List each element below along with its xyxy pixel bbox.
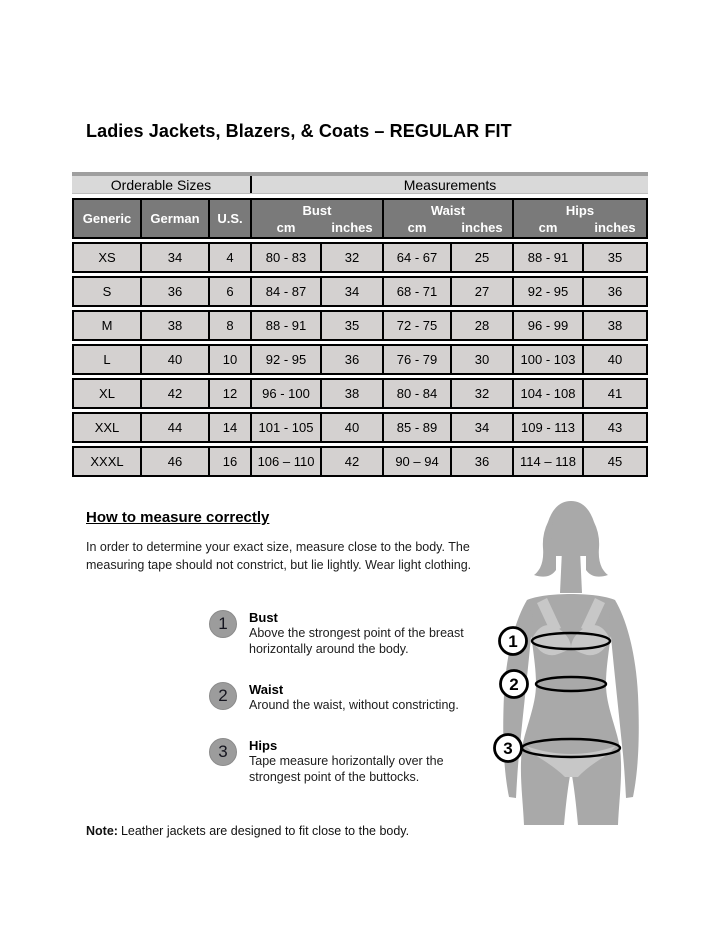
size-cell: 34 xyxy=(322,278,382,305)
table-row xyxy=(72,344,648,375)
size-cell: 42 xyxy=(142,380,208,407)
size-cell: 14 xyxy=(210,414,250,441)
size-cell: 40 xyxy=(322,414,382,441)
torso-shape xyxy=(521,594,621,825)
howto-heading: How to measure correctly xyxy=(86,509,270,526)
figure-badge-1 xyxy=(500,628,527,655)
size-cell: 64 - 67 xyxy=(384,244,450,271)
size-cell: 25 xyxy=(452,244,512,271)
size-cell: 46 xyxy=(142,448,208,475)
step-number-badge: 3 xyxy=(209,738,237,766)
size-table-body xyxy=(72,242,648,477)
size-cell: 35 xyxy=(584,244,646,271)
svg-text:3: 3 xyxy=(503,739,513,759)
size-cell: 96 - 100 xyxy=(252,380,320,407)
size-cell: 109 - 113 xyxy=(514,414,582,441)
subcol-waist-inches: inches xyxy=(461,220,503,235)
col-header-us: U.S. xyxy=(210,200,250,237)
size-cell: 12 xyxy=(210,380,250,407)
size-cell: 32 xyxy=(452,380,512,407)
step-description: Around the waist, without constricting. xyxy=(249,698,459,712)
subcol-hips-inches: inches xyxy=(594,220,636,235)
col-header-bust: Bust xyxy=(302,203,332,218)
size-cell: 114 – 118 xyxy=(514,448,582,475)
note xyxy=(86,824,409,838)
step-number-badge: 1 xyxy=(209,610,237,638)
size-cell: 43 xyxy=(584,414,646,441)
size-cell: 76 - 79 xyxy=(384,346,450,373)
size-cell: 106 – 110 xyxy=(252,448,320,475)
size-cell: 80 - 84 xyxy=(384,380,450,407)
size-cell: XXL xyxy=(74,414,140,441)
col-group-bust xyxy=(252,200,382,237)
col-group-waist xyxy=(384,200,512,237)
size-cell: S xyxy=(74,278,140,305)
size-cell: 88 - 91 xyxy=(514,244,582,271)
size-cell: 44 xyxy=(142,414,208,441)
col-header-german: German xyxy=(142,200,208,237)
group-header-measurements: Measurements xyxy=(403,176,497,193)
size-cell: 34 xyxy=(452,414,512,441)
size-cell: 36 xyxy=(322,346,382,373)
size-cell: 30 xyxy=(452,346,512,373)
size-cell: XXXL xyxy=(74,448,140,475)
table-row xyxy=(72,412,648,443)
size-cell: 42 xyxy=(322,448,382,475)
size-cell: 28 xyxy=(452,312,512,339)
col-group-hips xyxy=(514,200,646,237)
step-item xyxy=(209,608,479,657)
col-header-waist: Waist xyxy=(430,203,466,218)
figure-badge-2 xyxy=(501,671,528,698)
note-text: Leather jackets are designed to fit close to the body. xyxy=(120,824,410,838)
table-row xyxy=(72,310,648,341)
table-column-header xyxy=(72,198,648,239)
table-row xyxy=(72,276,648,307)
group-header-orderable-sizes: Orderable Sizes xyxy=(110,176,212,193)
size-cell: 68 - 71 xyxy=(384,278,450,305)
size-cell: M xyxy=(74,312,140,339)
neck-shape xyxy=(560,550,582,593)
size-cell: 90 – 94 xyxy=(384,448,450,475)
table-row xyxy=(72,446,648,477)
size-cell: 40 xyxy=(584,346,646,373)
size-cell: 100 - 103 xyxy=(514,346,582,373)
size-cell: 84 - 87 xyxy=(252,278,320,305)
col-header-hips: Hips xyxy=(565,203,595,218)
measurement-steps xyxy=(209,608,479,785)
col-header-generic: Generic xyxy=(74,200,140,237)
table-row xyxy=(72,378,648,409)
size-cell: 40 xyxy=(142,346,208,373)
size-table xyxy=(72,172,648,480)
step-item xyxy=(209,680,479,713)
size-cell: 16 xyxy=(210,448,250,475)
size-cell: 6 xyxy=(210,278,250,305)
size-cell: 8 xyxy=(210,312,250,339)
step-description: Above the strongest point of the breast horizontally around the body. xyxy=(249,626,464,656)
size-cell: 72 - 75 xyxy=(384,312,450,339)
size-cell: 32 xyxy=(322,244,382,271)
size-cell: 88 - 91 xyxy=(252,312,320,339)
size-cell: 96 - 99 xyxy=(514,312,582,339)
size-cell: 41 xyxy=(584,380,646,407)
subcol-bust-cm: cm xyxy=(276,220,296,235)
size-cell: 104 - 108 xyxy=(514,380,582,407)
measurement-figure xyxy=(487,500,662,825)
step-title: Waist xyxy=(249,682,284,697)
howto-intro: In order to determine your exact size, measure close to the body. The measuring tape should not constrict, but lie lightly. Wear light clothing. xyxy=(86,540,472,573)
svg-text:1: 1 xyxy=(508,632,518,652)
size-cell: 27 xyxy=(452,278,512,305)
svg-text:2: 2 xyxy=(509,675,519,695)
size-cell: 38 xyxy=(322,380,382,407)
female-silhouette-figure xyxy=(487,500,662,825)
step-item xyxy=(209,736,479,785)
figure-badge-3 xyxy=(495,735,522,762)
size-cell: 35 xyxy=(322,312,382,339)
note-label: Note: xyxy=(86,824,118,838)
size-cell: XS xyxy=(74,244,140,271)
size-cell: 92 - 95 xyxy=(252,346,320,373)
step-title: Bust xyxy=(249,610,278,625)
subcol-hips-cm: cm xyxy=(538,220,558,235)
size-cell: 38 xyxy=(142,312,208,339)
subcol-waist-cm: cm xyxy=(407,220,427,235)
size-cell: 38 xyxy=(584,312,646,339)
size-cell: 101 - 105 xyxy=(252,414,320,441)
size-cell: 36 xyxy=(584,278,646,305)
step-title: Hips xyxy=(249,738,278,753)
step-number-badge: 2 xyxy=(209,682,237,710)
size-cell: 34 xyxy=(142,244,208,271)
size-cell: L xyxy=(74,346,140,373)
size-cell: XL xyxy=(74,380,140,407)
size-cell: 45 xyxy=(584,448,646,475)
size-cell: 80 - 83 xyxy=(252,244,320,271)
table-row xyxy=(72,242,648,273)
size-cell: 36 xyxy=(142,278,208,305)
subcol-bust-inches: inches xyxy=(331,220,373,235)
size-cell: 4 xyxy=(210,244,250,271)
step-description: Tape measure horizontally over the strongest point of the buttocks. xyxy=(249,754,444,784)
table-group-header xyxy=(72,172,648,194)
size-cell: 92 - 95 xyxy=(514,278,582,305)
size-cell: 10 xyxy=(210,346,250,373)
size-cell: 85 - 89 xyxy=(384,414,450,441)
page-title: Ladies Jackets, Blazers, & Coats – REGULAR FIT xyxy=(86,121,512,141)
size-cell: 36 xyxy=(452,448,512,475)
